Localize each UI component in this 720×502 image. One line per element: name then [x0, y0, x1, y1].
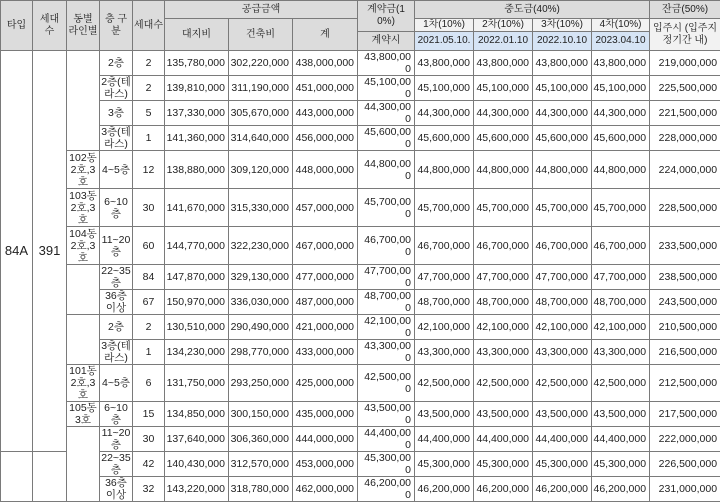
units-cell: 30	[133, 427, 165, 452]
mid2-cell: 44,300,000	[474, 101, 533, 126]
floor-cell: 6~10층	[100, 402, 133, 427]
contract-cell: 45,700,000	[358, 189, 415, 227]
balance-cell: 212,500,000	[650, 365, 720, 402]
floor-cell: 3층(테라스)	[101, 340, 131, 364]
contract-cell: 45,600,000	[358, 126, 415, 151]
balance-cell: 231,000,000	[650, 477, 720, 502]
mid2-cell: 46,200,000	[474, 477, 533, 502]
header-contract: 계약금(10%)	[358, 1, 415, 32]
total-cell: 477,000,000	[293, 265, 358, 290]
mid3-cell: 45,300,000	[533, 452, 592, 477]
land-cell: 143,220,000	[165, 477, 229, 502]
floor-cell: 3층(테라스)	[101, 126, 131, 150]
mid4-cell: 45,700,000	[592, 189, 650, 227]
floor-cell: 2층(테라스)	[101, 76, 131, 100]
balance-cell: 210,500,000	[650, 315, 720, 340]
mid3-cell: 47,700,000	[533, 265, 592, 290]
building-cell: 305,670,000	[229, 101, 293, 126]
land-cell: 137,330,000	[165, 101, 229, 126]
land-cell: 139,810,000	[165, 76, 229, 101]
mid3-cell: 46,700,000	[533, 227, 592, 265]
header-units: 세대수	[133, 1, 165, 51]
units-cell: 60	[133, 227, 165, 265]
floor-cell: 2층	[100, 51, 133, 76]
type-count-cell: 391	[33, 51, 67, 452]
contract-cell: 46,700,000	[358, 227, 415, 265]
mid2-cell: 45,100,000	[474, 76, 533, 101]
mid4-cell: 42,100,000	[592, 315, 650, 340]
header-mid2: 2차(10%)	[474, 19, 533, 32]
units-cell: 2	[133, 76, 165, 101]
mid4-cell: 44,400,000	[592, 427, 650, 452]
header-total: 계	[293, 19, 358, 51]
mid2-cell: 42,100,000	[474, 315, 533, 340]
floor-cell: 2층	[100, 315, 133, 340]
land-cell: 134,850,000	[165, 402, 229, 427]
mid2-cell: 45,600,000	[474, 126, 533, 151]
land-cell: 131,750,000	[165, 365, 229, 402]
header-mid4-date: 2023.04.10	[592, 32, 650, 51]
building-cell: 311,190,000	[229, 76, 293, 101]
type-count-cell-blank	[33, 452, 67, 502]
land-cell: 137,640,000	[165, 427, 229, 452]
header-mid3: 3차(10%)	[533, 19, 592, 32]
building-cell: 329,130,000	[229, 265, 293, 290]
total-cell: 467,000,000	[293, 227, 358, 265]
land-cell: 147,870,000	[165, 265, 229, 290]
header-mid4: 4차(10%)	[592, 19, 650, 32]
mid3-cell: 42,500,000	[533, 365, 592, 402]
mid3-cell: 44,300,000	[533, 101, 592, 126]
group-cell-blank-4	[67, 427, 100, 502]
units-cell: 32	[133, 477, 165, 502]
floor-cell: 36층이상	[100, 477, 133, 502]
header-contract-sub: 계약시	[358, 32, 415, 51]
total-cell: 438,000,000	[293, 51, 358, 76]
units-cell: 15	[133, 402, 165, 427]
mid3-cell: 48,700,000	[533, 290, 592, 315]
group-cell-blank-1	[67, 51, 100, 151]
header-supply: 공급금액	[165, 1, 358, 19]
mid4-cell: 44,800,000	[592, 151, 650, 189]
mid4-cell: 43,800,000	[592, 51, 650, 76]
mid1-cell: 43,300,000	[415, 340, 474, 365]
balance-cell: 243,500,000	[650, 290, 720, 315]
total-cell: 448,000,000	[293, 151, 358, 189]
floor-cell: 11~20층	[100, 427, 133, 452]
mid2-cell: 42,500,000	[474, 365, 533, 402]
contract-cell: 45,100,000	[358, 76, 415, 101]
land-cell: 150,970,000	[165, 290, 229, 315]
building-cell: 336,030,000	[229, 290, 293, 315]
group-cell-blank-2	[67, 265, 100, 315]
units-cell: 1	[133, 126, 165, 151]
mid4-cell: 45,100,000	[592, 76, 650, 101]
balance-cell: 228,000,000	[650, 126, 720, 151]
type-cell-blank	[1, 452, 33, 502]
building-cell: 290,490,000	[229, 315, 293, 340]
total-cell: 435,000,000	[293, 402, 358, 427]
building-cell: 300,150,000	[229, 402, 293, 427]
mid2-cell: 45,300,000	[474, 452, 533, 477]
total-cell: 433,000,000	[293, 340, 358, 365]
land-cell: 130,510,000	[165, 315, 229, 340]
mid3-cell: 44,400,000	[533, 427, 592, 452]
header-middle: 중도금(40%)	[415, 1, 650, 19]
contract-cell: 45,300,000	[358, 452, 415, 477]
mid4-cell: 48,700,000	[592, 290, 650, 315]
land-cell: 134,230,000	[165, 340, 229, 365]
contract-cell: 48,700,000	[358, 290, 415, 315]
mid3-cell: 43,800,000	[533, 51, 592, 76]
units-cell: 67	[133, 290, 165, 315]
mid1-cell: 42,100,000	[415, 315, 474, 340]
building-cell: 318,780,000	[229, 477, 293, 502]
floor-cell: 11~20층	[100, 227, 133, 265]
building-cell: 298,770,000	[229, 340, 293, 365]
building-cell: 293,250,000	[229, 365, 293, 402]
contract-cell: 44,800,000	[358, 151, 415, 189]
land-cell: 140,430,000	[165, 452, 229, 477]
header-balance-sub: 입주시 (입주지정기간 내)	[650, 19, 720, 51]
mid4-cell: 45,600,000	[592, 126, 650, 151]
contract-cell: 46,200,000	[358, 477, 415, 502]
header-mid3-date: 2022.10.10	[533, 32, 592, 51]
total-cell: 425,000,000	[293, 365, 358, 402]
balance-cell: 228,500,000	[650, 189, 720, 227]
units-cell: 5	[133, 101, 165, 126]
building-cell: 306,360,000	[229, 427, 293, 452]
mid4-cell: 43,500,000	[592, 402, 650, 427]
mid2-cell: 43,300,000	[474, 340, 533, 365]
header-mid2-date: 2022.01.10	[474, 32, 533, 51]
group-cell: 101동 2호,3호	[67, 365, 100, 402]
total-cell: 456,000,000	[293, 126, 358, 151]
mid1-cell: 44,800,000	[415, 151, 474, 189]
mid1-cell: 44,400,000	[415, 427, 474, 452]
type-cell: 84A	[1, 51, 33, 452]
mid2-cell: 43,800,000	[474, 51, 533, 76]
building-cell: 322,230,000	[229, 227, 293, 265]
mid1-cell: 45,300,000	[415, 452, 474, 477]
mid1-cell: 45,600,000	[415, 126, 474, 151]
building-cell: 309,120,000	[229, 151, 293, 189]
header-mid1-date: 2021.05.10.	[415, 32, 474, 51]
land-cell: 141,360,000	[165, 126, 229, 151]
balance-cell: 225,500,000	[650, 76, 720, 101]
group-cell: 102동 2호,3호	[67, 151, 100, 189]
header-land: 대지비	[165, 19, 229, 51]
floor-cell: 36층이상	[100, 290, 133, 315]
units-cell: 30	[133, 189, 165, 227]
contract-cell: 44,300,000	[358, 101, 415, 126]
land-cell: 138,880,000	[165, 151, 229, 189]
header-mid1: 1차(10%)	[415, 19, 474, 32]
contract-cell: 43,300,000	[358, 340, 415, 365]
mid4-cell: 45,300,000	[592, 452, 650, 477]
contract-cell: 44,400,000	[358, 427, 415, 452]
mid3-cell: 45,600,000	[533, 126, 592, 151]
mid4-cell: 46,700,000	[592, 227, 650, 265]
mid1-cell: 47,700,000	[415, 265, 474, 290]
header-floor: 층 구분	[100, 1, 133, 51]
header-type: 타입	[1, 1, 33, 51]
mid4-cell: 44,300,000	[592, 101, 650, 126]
contract-cell: 42,500,000	[358, 365, 415, 402]
mid3-cell: 43,500,000	[533, 402, 592, 427]
floor-cell: 3층	[100, 101, 133, 126]
floor-cell: 4~5층	[100, 365, 133, 402]
mid4-cell: 46,200,000	[592, 477, 650, 502]
total-cell: 453,000,000	[293, 452, 358, 477]
balance-cell: 226,500,000	[650, 452, 720, 477]
mid1-cell: 46,200,000	[415, 477, 474, 502]
balance-cell: 216,500,000	[650, 340, 720, 365]
mid1-cell: 48,700,000	[415, 290, 474, 315]
balance-cell: 219,000,000	[650, 51, 720, 76]
contract-cell: 42,100,000	[358, 315, 415, 340]
building-cell: 302,220,000	[229, 51, 293, 76]
land-cell: 135,780,000	[165, 51, 229, 76]
mid3-cell: 45,700,000	[533, 189, 592, 227]
group-cell: 105동 3호	[67, 402, 100, 427]
mid2-cell: 48,700,000	[474, 290, 533, 315]
total-cell: 462,000,000	[293, 477, 358, 502]
mid3-cell: 44,800,000	[533, 151, 592, 189]
mid3-cell: 42,100,000	[533, 315, 592, 340]
balance-cell: 224,000,000	[650, 151, 720, 189]
mid3-cell: 46,200,000	[533, 477, 592, 502]
units-cell: 12	[133, 151, 165, 189]
contract-cell: 43,800,000	[358, 51, 415, 76]
header-households: 세대 수	[33, 1, 67, 51]
group-cell: 103동 2호,3호	[67, 189, 100, 227]
balance-cell: 217,500,000	[650, 402, 720, 427]
units-cell: 1	[133, 340, 165, 365]
mid2-cell: 47,700,000	[474, 265, 533, 290]
balance-cell: 221,500,000	[650, 101, 720, 126]
land-cell: 144,770,000	[165, 227, 229, 265]
mid1-cell: 44,300,000	[415, 101, 474, 126]
mid3-cell: 45,100,000	[533, 76, 592, 101]
mid1-cell: 43,500,000	[415, 402, 474, 427]
header-building: 건축비	[229, 19, 293, 51]
mid1-cell: 45,700,000	[415, 189, 474, 227]
mid3-cell: 43,300,000	[533, 340, 592, 365]
mid2-cell: 44,800,000	[474, 151, 533, 189]
mid2-cell: 45,700,000	[474, 189, 533, 227]
units-cell: 84	[133, 265, 165, 290]
total-cell: 443,000,000	[293, 101, 358, 126]
header-dong-line: 동별 라인별	[67, 1, 100, 51]
contract-cell: 43,500,000	[358, 402, 415, 427]
building-cell: 315,330,000	[229, 189, 293, 227]
group-cell: 104동 2호,3호	[67, 227, 100, 265]
group-cell-blank-3	[67, 315, 100, 365]
building-cell: 314,640,000	[229, 126, 293, 151]
floor-cell: 22~35층	[101, 265, 131, 289]
floor-cell: 6~10층	[100, 189, 133, 227]
mid4-cell: 43,300,000	[592, 340, 650, 365]
total-cell: 451,000,000	[293, 76, 358, 101]
balance-cell: 233,500,000	[650, 227, 720, 265]
units-cell: 2	[133, 51, 165, 76]
mid1-cell: 43,800,000	[415, 51, 474, 76]
land-cell: 141,670,000	[165, 189, 229, 227]
contract-cell: 47,700,000	[358, 265, 415, 290]
mid1-cell: 45,100,000	[415, 76, 474, 101]
floor-cell: 4~5층	[100, 151, 133, 189]
building-cell: 312,570,000	[229, 452, 293, 477]
mid4-cell: 42,500,000	[592, 365, 650, 402]
floor-cell: 22~35층	[101, 452, 131, 476]
total-cell: 487,000,000	[293, 290, 358, 315]
mid1-cell: 46,700,000	[415, 227, 474, 265]
total-cell: 421,000,000	[293, 315, 358, 340]
balance-cell: 222,000,000	[650, 427, 720, 452]
mid2-cell: 46,700,000	[474, 227, 533, 265]
units-cell: 42	[133, 452, 165, 477]
mid2-cell: 43,500,000	[474, 402, 533, 427]
mid4-cell: 47,700,000	[592, 265, 650, 290]
units-cell: 2	[133, 315, 165, 340]
mid2-cell: 44,400,000	[474, 427, 533, 452]
total-cell: 444,000,000	[293, 427, 358, 452]
total-cell: 457,000,000	[293, 189, 358, 227]
units-cell: 6	[133, 365, 165, 402]
header-balance: 잔금(50%)	[650, 1, 720, 19]
mid1-cell: 42,500,000	[415, 365, 474, 402]
balance-cell: 238,500,000	[650, 265, 720, 290]
